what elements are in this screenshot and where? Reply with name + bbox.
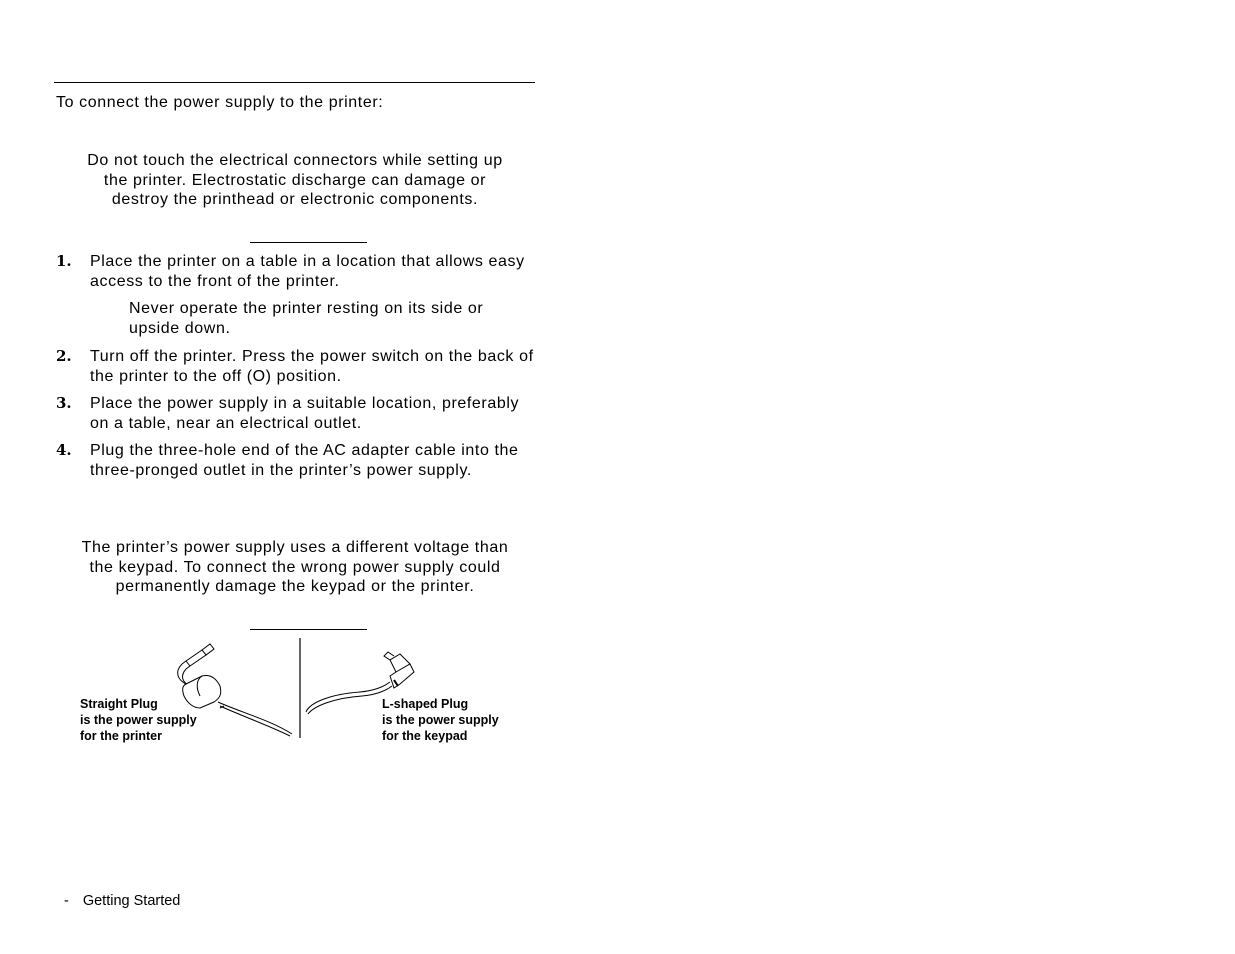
page-footer [64,893,180,909]
step-item [56,441,536,480]
step-item [56,252,536,291]
caution-text-electrostatic: Do not touch the electrical connectors while setting up the printer. Electrostatic discharge can damage or destroy the printhead or electronic components. [87,152,503,209]
step-text: Place the power supply in a suitable location, preferably on a table, near an electrical outlet. [90,395,520,432]
caution-divider [250,242,367,243]
caution-text-voltage: The printer’s power supply uses a different voltage than the keypad. To connect the wrong power supply could permanently damage the keypad or the printer. [81,539,509,596]
caution-divider [250,629,367,630]
step-text: Plug the three-hole end of the AC adapter cable into the three-pronged outlet in the printer’s power supply. [90,442,519,479]
step-number: 2. [56,347,72,365]
power-plug-figure [70,636,540,746]
l-shaped-plug-label: L-shaped Plug is the power supply for the keypad [382,697,499,743]
footer-page-number: - [64,893,69,909]
intro-text: To connect the power supply to the printer: [56,94,384,111]
step-item [56,347,536,386]
step-item [56,394,536,433]
straight-plug-label: Straight Plug is the power supply for the printer [80,697,197,743]
step-number: 4. [56,441,72,459]
step-number: 3. [56,394,72,412]
step-text: Place the printer on a table in a location that allows easy access to the front of the printer. [90,253,525,290]
step-text: Turn off the printer. Press the power switch on the back of the printer to the off (O) position. [90,348,534,385]
footer-section-title: Getting Started [82,893,181,909]
step-number: 1. [56,252,72,270]
step-note: Never operate the printer resting on its side or upside down. [129,300,484,337]
top-rule [54,82,535,83]
